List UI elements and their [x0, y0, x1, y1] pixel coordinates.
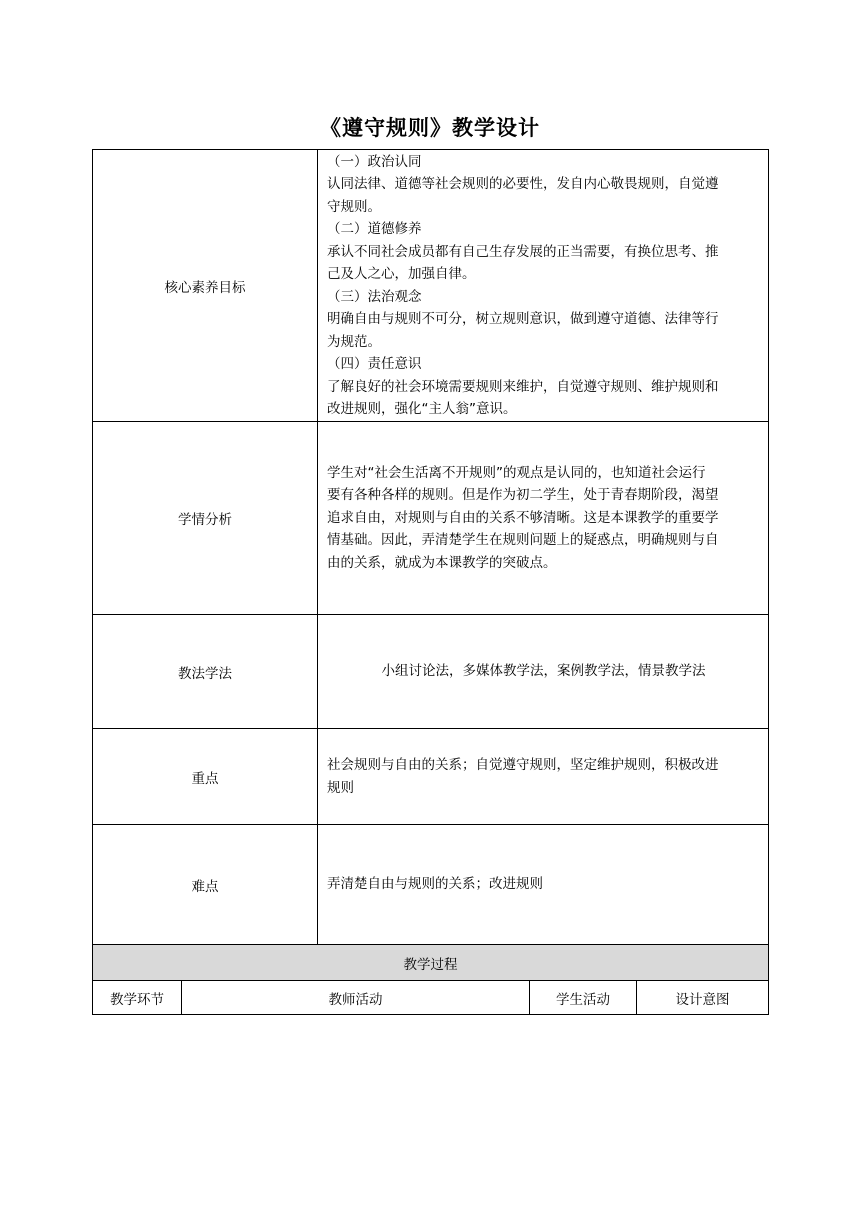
column-header-teacher-activity: 教师活动	[182, 981, 530, 1015]
table-row-student-analysis	[93, 422, 769, 615]
content-line: 追求自由，对规则与自由的关系不够清晰。这是本课教学的重要学	[327, 509, 719, 526]
content-line: 社会规则与自由的关系；自觉遵守规则，坚定维护规则，积极改进	[327, 757, 719, 773]
content-line: 由的关系，就成为本课教学的突破点。	[327, 554, 557, 571]
content-line: （三）法治观念	[327, 288, 422, 305]
content-line: （二）道德修养	[327, 221, 422, 237]
row-label-teaching-methods: 教法学法	[93, 615, 318, 729]
content-line: （四）责任意识	[327, 356, 422, 372]
content-line: 要有各种各样的规则。但是作为初二学生，处于青春期阶段，渴望	[327, 487, 719, 504]
document-title: 《遵守规则》教学设计	[320, 116, 540, 140]
content-line: 弄清楚自由与规则的关系；改进规则	[327, 876, 543, 893]
teaching-methods-content	[318, 615, 769, 729]
table-row-difficult-points	[93, 825, 769, 945]
row-label-core-goals: 核心素养目标	[93, 150, 318, 422]
content-line: 学生对“社会生活离不开规则”的观点是认同的，也知道社会运行	[327, 464, 706, 481]
content-line: 改进规则，强化“主人翁”意识。	[327, 401, 517, 417]
core-goals-content	[318, 150, 769, 422]
content-line: 规则	[327, 779, 354, 796]
process-header: 教学过程	[93, 945, 769, 981]
process-header-row	[93, 945, 769, 981]
content-line: 守规则。	[327, 198, 381, 215]
table-row-teaching-methods	[93, 615, 769, 729]
column-header-student-activity: 学生活动	[530, 981, 637, 1015]
difficult-points-content	[318, 825, 769, 945]
column-header-design-intent: 设计意图	[637, 981, 769, 1015]
process-columns-row	[93, 981, 769, 1015]
table-row-key-points	[93, 729, 769, 825]
content-line: 为规范。	[327, 333, 381, 350]
content-line: 小组讨论法，多媒体教学法，案例教学法，情景教学法	[381, 663, 706, 680]
student-analysis-content	[318, 422, 769, 615]
teaching-process-table	[92, 944, 769, 1015]
key-points-content	[318, 729, 769, 825]
content-line: 己及人之心，加强自律。	[327, 266, 476, 282]
table-row-core-goals	[93, 150, 769, 422]
content-line: 承认不同社会成员都有自己生存发展的正当需要，有换位思考、推	[327, 243, 719, 260]
content-line: （一）政治认同	[327, 153, 422, 170]
content-line: 情基础。因此，弄清楚学生在规则问题上的疑惑点，明确规则与自	[327, 532, 719, 549]
content-line: 明确自由与规则不可分，树立规则意识，做到遵守道德、法律等行	[327, 311, 719, 327]
column-header-stage: 教学环节	[93, 981, 182, 1015]
row-label-student-analysis: 学情分析	[93, 422, 318, 615]
content-line: 了解良好的社会环境需要规则来维护，自觉遵守规则、维护规则和	[327, 378, 719, 395]
row-label-difficult-points: 难点	[93, 825, 318, 945]
row-label-key-points: 重点	[93, 729, 318, 825]
lesson-plan-table	[92, 149, 769, 945]
content-line: 认同法律、道德等社会规则的必要性，发自内心敬畏规则，自觉遵	[327, 176, 719, 192]
